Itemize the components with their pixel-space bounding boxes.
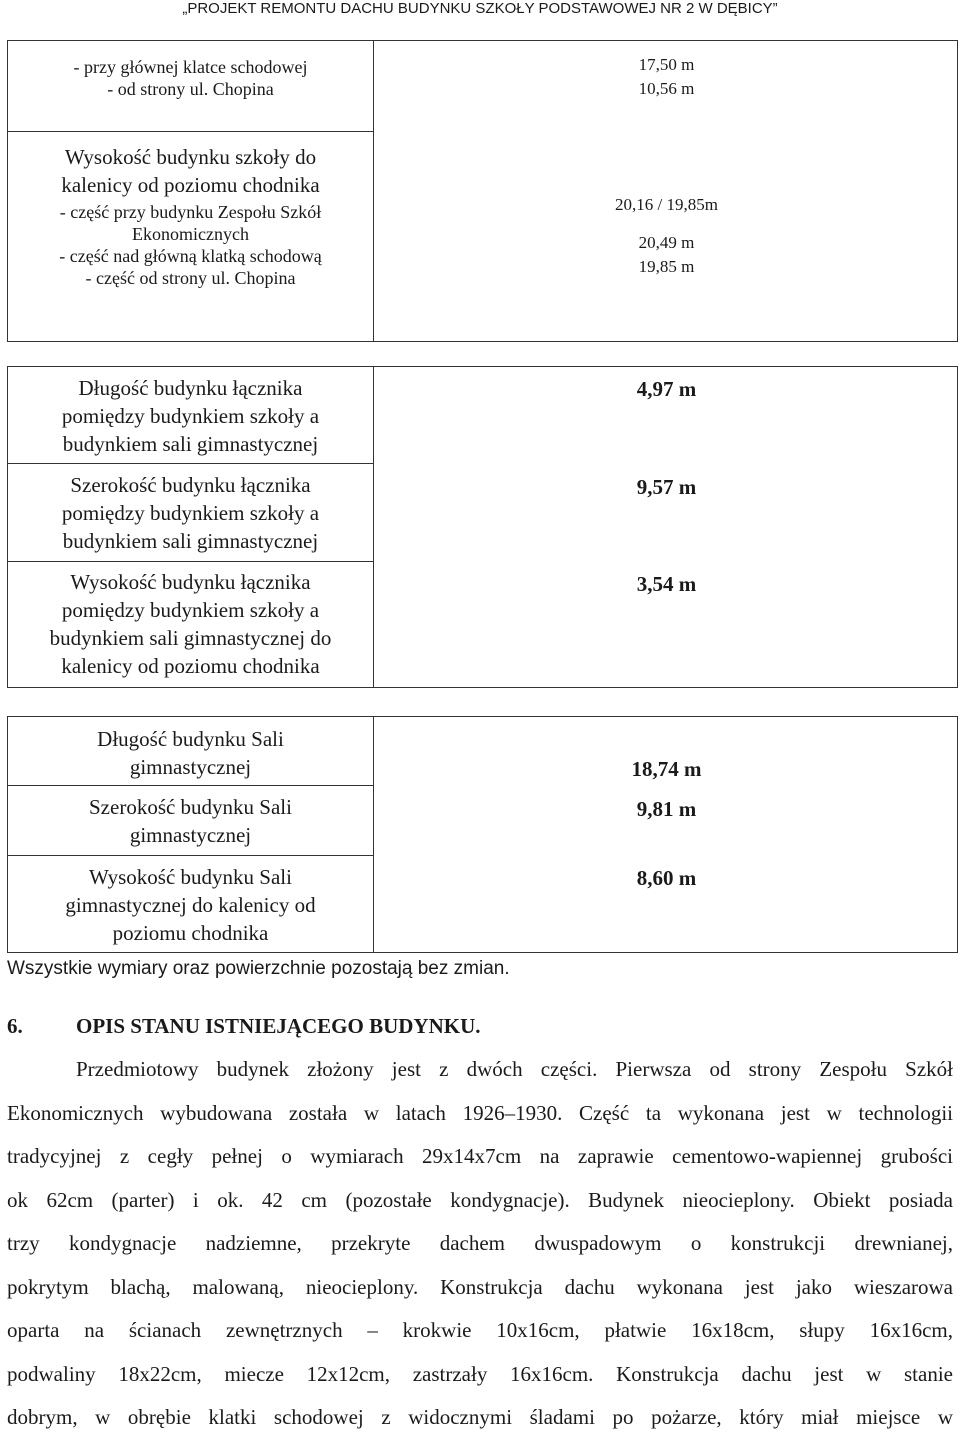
column-divider <box>373 367 374 687</box>
paragraph-line: Ekonomicznych wybudowana została w latach 1926–1930. Część ta wykonana jest w technologii <box>7 1100 953 1125</box>
row2-value <box>374 193 959 279</box>
row2-value-line: 19,85 m <box>638 257 695 276</box>
paragraph-line: trzy kondygnacje nadziemne, przekryte dachem dwuspadowym o konstrukcji drewnianej, <box>7 1231 953 1255</box>
label-line: gimnastycznej <box>129 755 252 779</box>
row1-value-line: 10,56 m <box>638 79 695 98</box>
gym-height-value: 8,60 m <box>636 866 697 890</box>
row-divider <box>8 855 373 856</box>
connector-height-value: 3,54 m <box>636 572 697 596</box>
connector-length-label <box>8 374 373 458</box>
row-divider <box>8 131 373 132</box>
connector-height-label <box>8 568 373 680</box>
label-line: budynkiem sali gimnastycznej <box>62 529 319 553</box>
label-line: pomiędzy budynkiem szkoły a <box>61 598 320 622</box>
paragraph-line: dobrym, w obrębie klatki schodowej z widocznymi śladami po pożarze, który miał miejsce w <box>7 1405 953 1429</box>
gym-building-table <box>7 716 958 953</box>
gym-length-value: 18,74 m <box>631 757 702 781</box>
label-line: pomiędzy budynkiem szkoły a <box>61 404 320 428</box>
row2-sublabel-line: - część od strony ul. Chopina <box>85 268 296 288</box>
row1-label <box>8 56 373 100</box>
paragraph-line: podwaliny 18x22cm, miecze 12x12cm, zastrzały 16x16cm. Konstrukcja dachu jest w stanie <box>7 1361 953 1386</box>
label-line: gimnastycznej <box>129 823 252 847</box>
gym-length-label <box>8 725 373 781</box>
row2-sublabel-line: Ekonomicznych <box>132 224 249 244</box>
row2-sublabel <box>8 201 373 289</box>
paragraph-line: ok 62cm (parter) i ok. 42 cm (pozostałe kondygnacje). Budynek nieocieplony. Obiekt posiada <box>7 1187 953 1212</box>
section-title: OPIS STANU ISTNIEJĄCEGO BUDYNKU. <box>76 1014 481 1038</box>
label-line: budynkiem sali gimnastycznej <box>62 432 319 456</box>
gym-width-value: 9,81 m <box>636 797 697 821</box>
row2-value-line: 20,16 / 19,85m <box>615 195 718 214</box>
column-divider <box>373 717 374 952</box>
section-number: 6. <box>7 1014 23 1038</box>
paragraph-line: oparta na ścianach zewnętrznych – krokwie 10x16cm, płatwie 16x18cm, słupy 16x16cm, <box>7 1318 953 1342</box>
paragraph-line: pokrytym blachą, malowaną, nieocieplony. Konstrukcja dachu wykonana jest jako wieszarowa <box>7 1274 953 1299</box>
row1-value-line: 17,50 m <box>638 55 695 74</box>
row1-value <box>374 53 959 101</box>
label-line: Wysokość budynku łącznika <box>70 570 311 594</box>
label-line: kalenicy od poziomu chodnika <box>61 654 320 678</box>
connector-width-value: 9,57 m <box>636 475 697 499</box>
label-line: Szerokość budynku Sali <box>89 795 292 819</box>
row-divider <box>8 463 373 464</box>
connector-width-label <box>8 471 373 555</box>
label-line: Szerokość budynku łącznika <box>70 473 311 497</box>
row2-label <box>8 143 373 199</box>
row2-label-line: kalenicy od poziomu chodnika <box>61 173 320 197</box>
row1-label-line: - od strony ul. Chopina <box>107 79 274 99</box>
row-divider <box>8 561 373 562</box>
connector-length-value: 4,97 m <box>636 377 697 401</box>
section-heading <box>7 1013 481 1039</box>
row-divider <box>8 785 373 786</box>
row1-label-line: - przy głównej klatce schodowej <box>73 57 308 77</box>
description-paragraph <box>7 1048 953 1440</box>
label-line: budynkiem sali gimnastycznej do <box>49 626 332 650</box>
dimensions-note: Wszystkie wymiary oraz powierzchnie pozostają bez zmian. <box>7 958 510 979</box>
row2-value-line: 20,49 m <box>638 233 695 252</box>
row2-sublabel-line: - część nad główną klatką schodową <box>59 246 322 266</box>
label-line: Wysokość budynku Sali <box>89 865 292 889</box>
gym-width-label <box>8 793 373 849</box>
building-height-table <box>7 40 958 342</box>
label-line: Długość budynku Sali <box>97 727 284 751</box>
label-line: gimnastycznej do kalenicy od <box>65 893 316 917</box>
row2-label-line: Wysokość budynku szkoły do <box>64 145 317 169</box>
paragraph-line: tradycyjnej z cegły pełnej o wymiarach 29x14x7cm na zaprawie cementowo-wapiennej grubości <box>7 1144 953 1168</box>
label-line: pomiędzy budynkiem szkoły a <box>61 501 320 525</box>
label-line: poziomu chodnika <box>112 921 269 945</box>
paragraph-line: Przedmiotowy budynek złożony jest z dwóch części. Pierwsza od strony Zespołu Szkół <box>76 1057 953 1081</box>
connector-building-table <box>7 366 958 688</box>
label-line: Długość budynku łącznika <box>78 376 303 400</box>
row2-sublabel-line: - część przy budynku Zespołu Szkół <box>59 202 322 222</box>
page-header: „PROJEKT REMONTU DACHU BUDYNKU SZKOŁY PODSTAWOWEJ NR 2 W DĘBICY” <box>182 0 778 17</box>
gym-height-label <box>8 863 373 947</box>
